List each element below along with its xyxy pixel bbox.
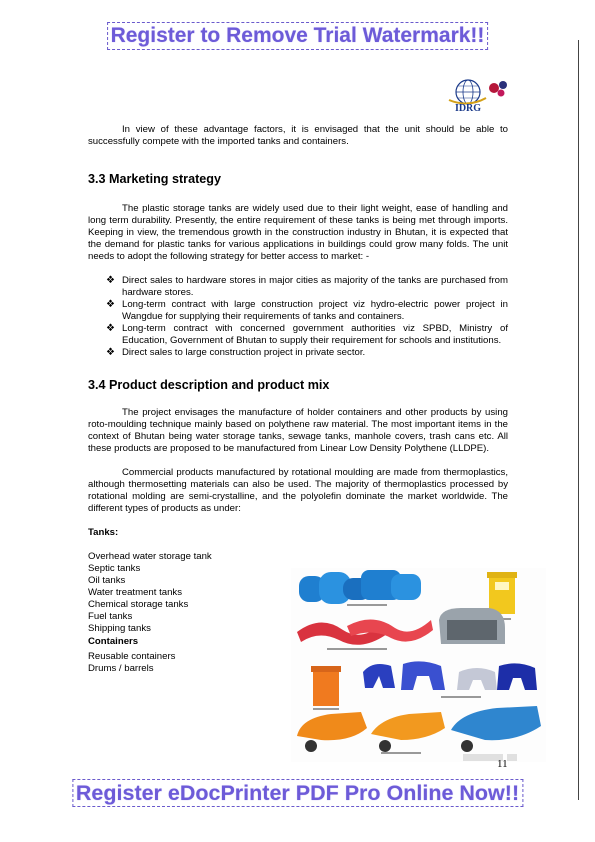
heading-product-description: 3.4 Product description and product mix [88, 378, 330, 392]
page-stamp-image [463, 754, 517, 761]
trial-watermark-top: Register to Remove Trial Watermark!! [107, 22, 489, 50]
list-item: Drums / barrels [88, 663, 154, 674]
heading-marketing-strategy: 3.3 Marketing strategy [88, 172, 221, 186]
marketing-paragraph: The plastic storage tanks are widely used due to their light weight, ease of handling and long term durability. Presently, the entire requirement of these tanks is being met through imports. Keeping in view, the tremendous growth in the construction industry in Bhutan, it is expected that the demand for plastic tanks for various applications in buildings could grow many folds. The unit needs to adopt the following strategy for better access to market: - [88, 203, 508, 262]
list-item: Overhead water storage tank [88, 551, 212, 562]
list-item: Fuel tanks [88, 611, 133, 622]
intro-paragraph: In view of these advantage factors, it is envisaged that the unit should be able to successfully compete with the imported tanks and containers. [88, 124, 508, 147]
list-item [88, 347, 508, 359]
containers-label: Containers [88, 636, 139, 647]
tanks-label: Tanks: [88, 527, 119, 538]
list-item: Septic tanks [88, 563, 141, 574]
bullet-diamond-icon: ❖ [106, 275, 115, 286]
list-item: Chemical storage tanks [88, 599, 189, 610]
list-item: Water treatment tanks [88, 587, 183, 598]
list-item-text: Long-term contract with concerned government authorities viz SPBD, Ministry of Education, Government of Bhutan to supply their requirement for schools and institutions. [122, 323, 508, 346]
bullet-diamond-icon: ❖ [106, 323, 115, 334]
list-item-text: Long-term contract with large construction project viz hydro-electric power project in Wangdue for supplying their requirements of tanks and containers. [122, 299, 508, 322]
idrg-logo [446, 78, 512, 120]
globe-logo-icon [446, 78, 512, 106]
page-number: 11 [497, 758, 508, 770]
trial-watermark-bottom: Register eDocPrinter PDF Pro Online Now!! [72, 779, 523, 807]
orange-bin-image [311, 666, 341, 710]
product-paragraph-2: Commercial products manufactured by rotational moulding are made from thermoplastics, although thermosetting materials can also be used. The majority of thermoplastics processed by rotational molding are semi-crystalline, and the polyolefin dominate the market worldwide. The different types of products as under: [88, 467, 508, 514]
list-item [88, 275, 508, 299]
product-collage-image [291, 568, 546, 762]
strategy-list [88, 275, 508, 359]
bullet-diamond-icon: ❖ [106, 299, 115, 310]
list-item: Reusable containers [88, 651, 176, 662]
bullet-diamond-icon: ❖ [106, 347, 115, 358]
meter-box-image [439, 608, 505, 644]
list-item-text: Direct sales to hardware stores in major cities as majority of the tanks are purchased from hardware stores. [122, 275, 508, 298]
list-item [88, 299, 508, 323]
page-margin-line [578, 40, 579, 800]
list-item: Oil tanks [88, 575, 126, 586]
list-item-text: Direct sales to large construction project in private sector. [122, 347, 366, 358]
logo-text: IDRG [454, 103, 482, 114]
list-item: Shipping tanks [88, 623, 151, 634]
list-item [88, 323, 508, 347]
product-paragraph-1: The project envisages the manufacture of holder containers and other products by using roto-moulding technique mainly based on polythene raw material. The most important items in the context of Bhutan being water storage tanks, sewage tanks, manhole covers, trash cans etc. All these products are proposed to be manufactured from Linear Low Density Polythene (LLDPE). [88, 407, 508, 454]
